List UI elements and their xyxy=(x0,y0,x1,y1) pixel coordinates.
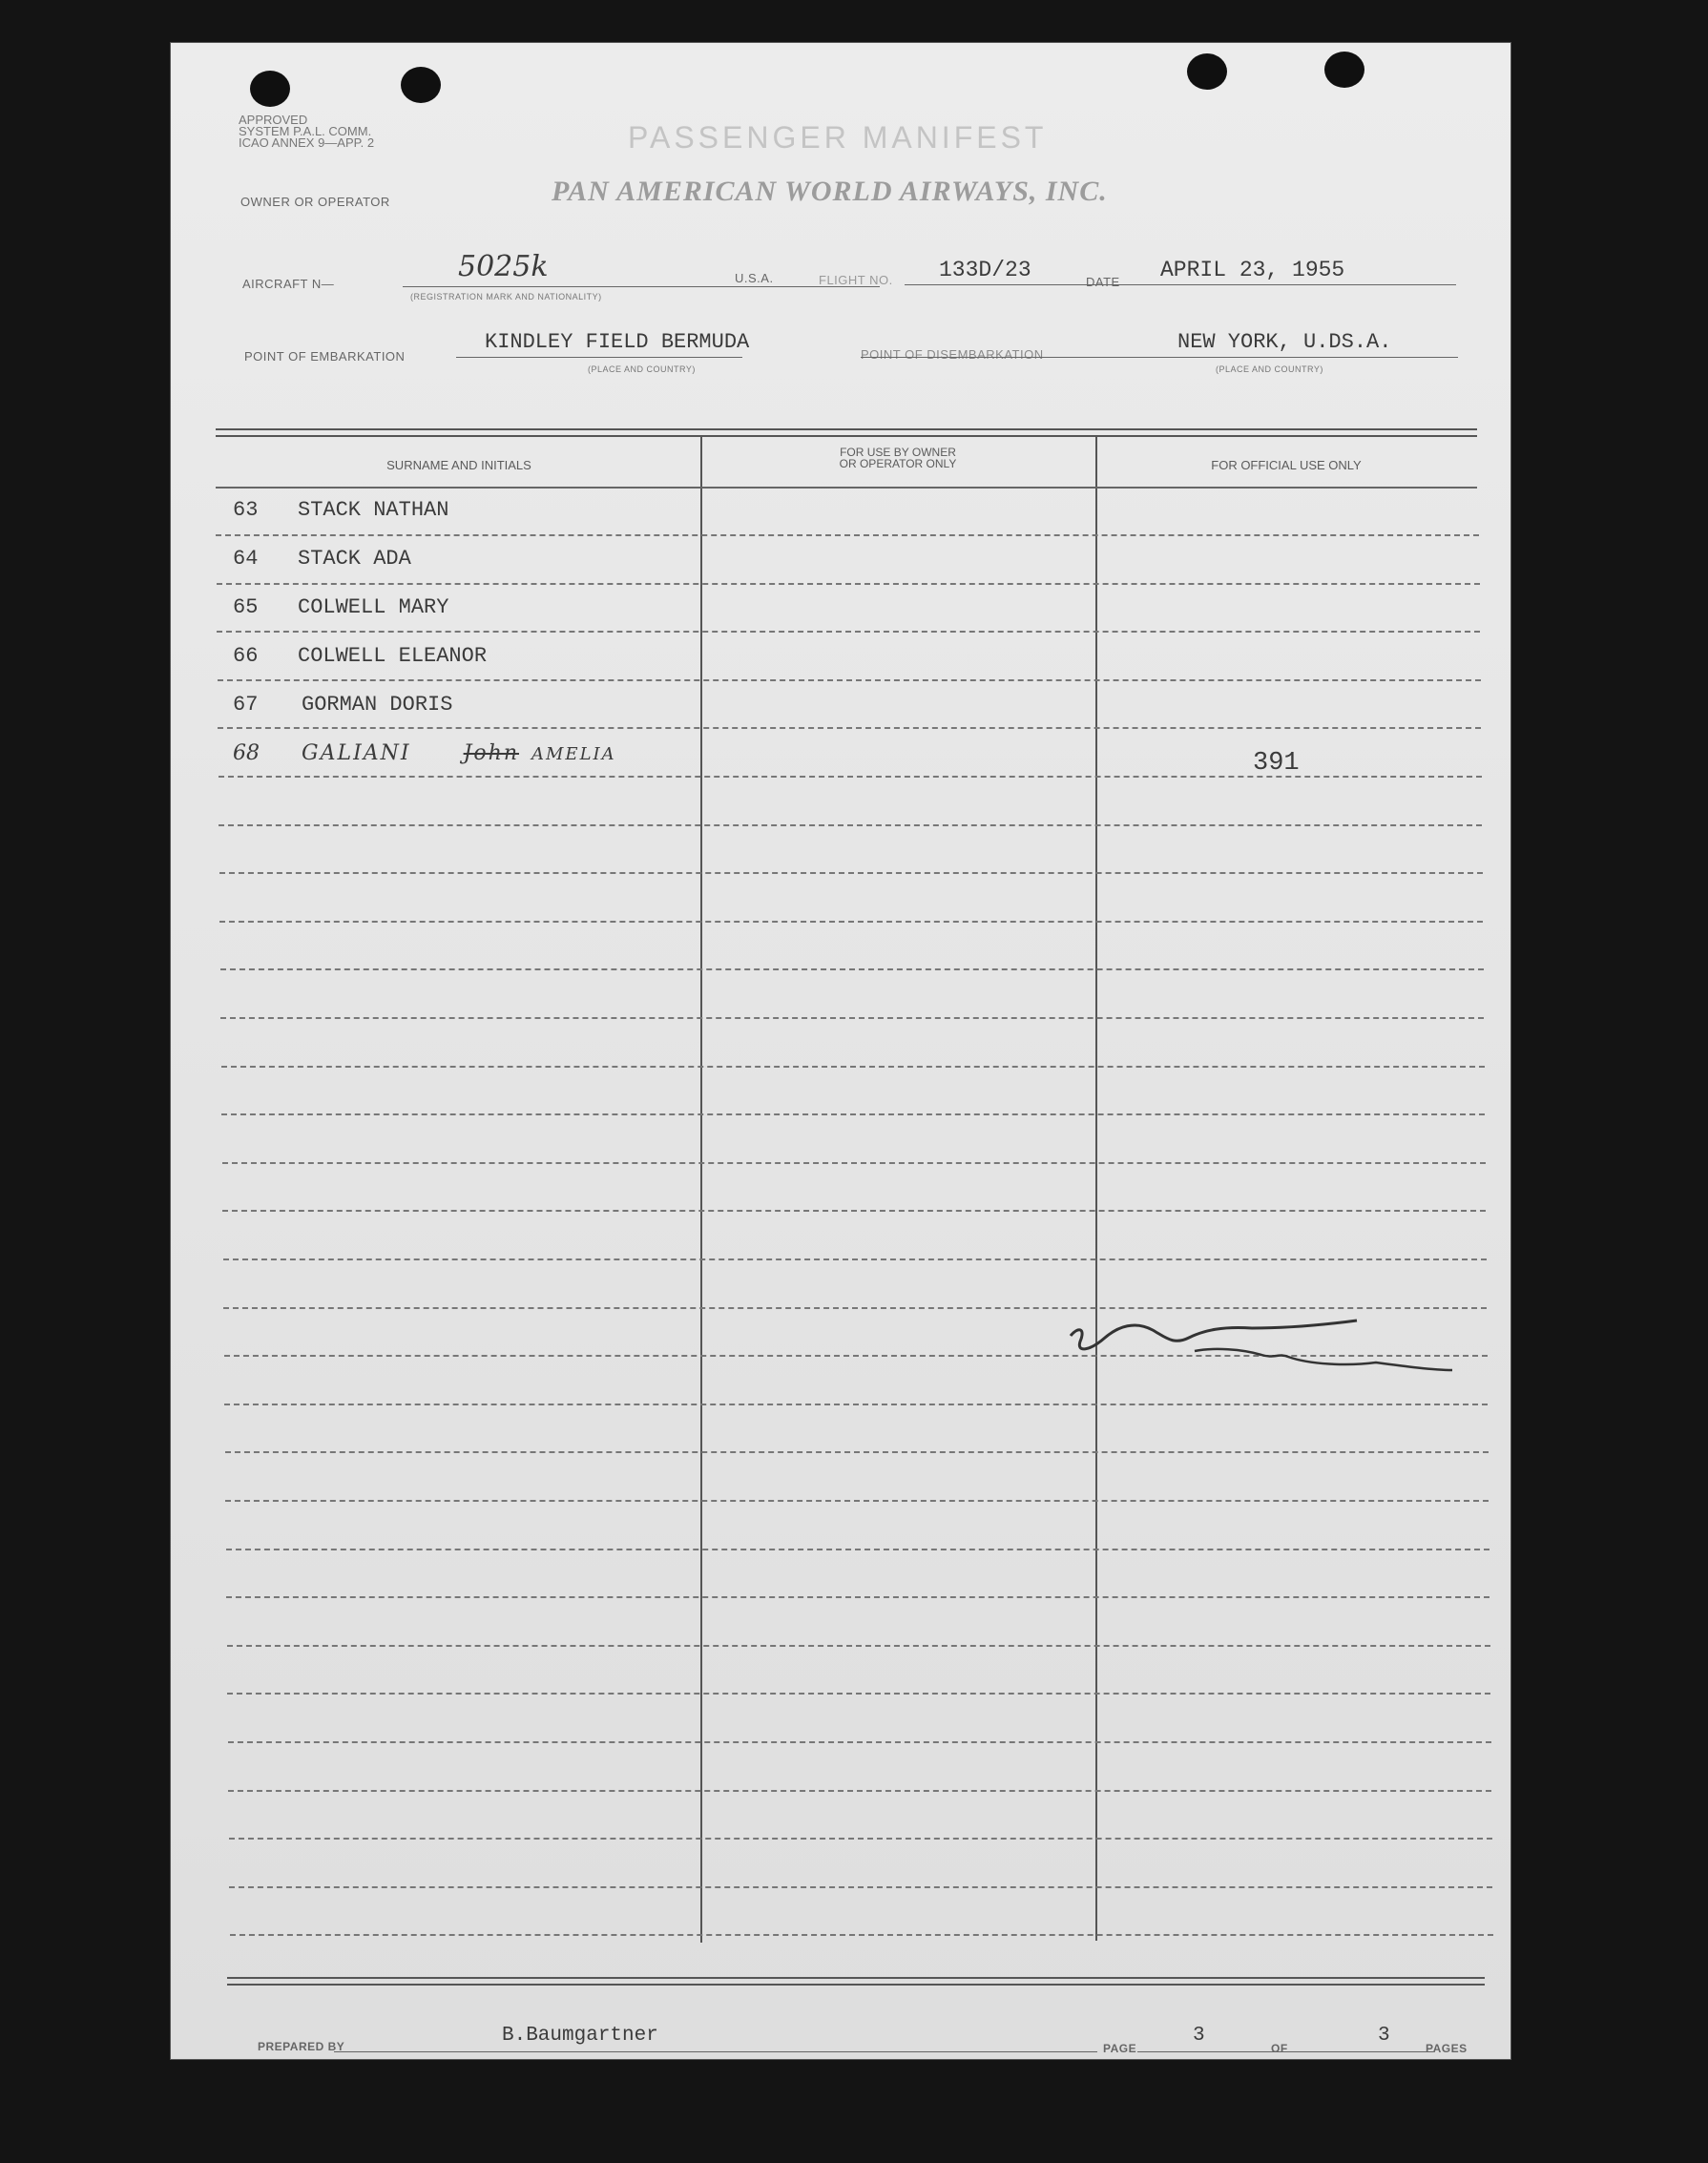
table-rule xyxy=(221,1113,1485,1115)
table-rule xyxy=(227,1693,1490,1695)
official-signature xyxy=(1061,1307,1481,1383)
passenger-given-name: AMELIA xyxy=(531,744,616,764)
table-rule xyxy=(221,1066,1485,1068)
place-country-note: (PLACE AND COUNTRY) xyxy=(1216,364,1323,374)
surname-column-header: SURNAME AND INITIALS xyxy=(386,458,531,472)
registration-note: (REGISTRATION MARK AND NATIONALITY) xyxy=(410,292,602,302)
pages-underline xyxy=(1137,2051,1433,2052)
prepared-by-name: B.Baumgartner xyxy=(502,2025,658,2047)
table-row xyxy=(170,730,1511,778)
passenger-name: STACK ADA xyxy=(298,547,411,571)
passenger-name: COLWELL MARY xyxy=(298,595,449,619)
prepared-by-underline xyxy=(334,2051,1097,2052)
table-rule xyxy=(228,1741,1491,1743)
table-rule xyxy=(225,1451,1489,1453)
table-row xyxy=(170,487,1511,534)
table-rule xyxy=(216,534,1479,536)
total-pages: 3 xyxy=(1378,2025,1390,2047)
form-id-line: SYSTEM P.A.L. COMM. xyxy=(239,124,372,138)
row-number: 67 xyxy=(233,693,259,717)
punch-hole xyxy=(401,67,441,103)
embarkation-label: POINT OF EMBARKATION xyxy=(244,349,406,364)
table-rule xyxy=(217,583,1480,585)
aircraft-label: AIRCRAFT N— xyxy=(242,277,335,291)
table-rule xyxy=(219,921,1483,923)
table-rule xyxy=(228,1790,1491,1792)
table-rule xyxy=(217,631,1480,633)
passenger-name: GORMAN DORIS xyxy=(302,693,453,717)
usa-label: U.S.A. xyxy=(735,271,774,285)
table-row xyxy=(170,633,1511,680)
struck-given-name: John xyxy=(463,741,519,765)
table-row xyxy=(170,681,1511,729)
official-column-header: FOR OFFICIAL USE ONLY xyxy=(1211,458,1362,472)
flight-number: 133D/23 xyxy=(939,258,1031,282)
table-rule xyxy=(226,1549,1489,1550)
owner-column-header xyxy=(700,447,1095,469)
table-rule xyxy=(225,1500,1489,1502)
table-rule xyxy=(219,776,1482,778)
table-rule xyxy=(218,727,1481,729)
table-rule xyxy=(229,1838,1492,1840)
disembarkation-label: POINT OF DISEMBARKATION xyxy=(861,347,1044,362)
flight-no-label: FLIGHT NO. xyxy=(819,273,893,287)
aircraft-underline xyxy=(403,286,880,287)
page-number: 3 xyxy=(1193,2025,1205,2047)
date-underline xyxy=(905,284,1456,285)
owner-operator-label: OWNER OR OPERATOR xyxy=(240,195,390,209)
airline-name: PAN AMERICAN WORLD AIRWAYS, INC. xyxy=(552,176,1108,207)
punch-hole xyxy=(1324,52,1364,88)
table-rule xyxy=(218,679,1481,681)
table-rule xyxy=(229,1886,1492,1888)
owner-header-line: OR OPERATOR ONLY xyxy=(839,457,957,470)
form-approval-note xyxy=(239,114,374,149)
disembarkation-underline xyxy=(861,357,1458,358)
row-number: 65 xyxy=(233,595,259,619)
table-rule xyxy=(219,872,1483,874)
row-number: 64 xyxy=(233,547,259,571)
form-id-line: ICAO ANNEX 9—APP. 2 xyxy=(239,135,375,150)
table-row xyxy=(170,535,1511,583)
owner-header-line: FOR USE BY OWNER xyxy=(840,446,956,459)
flight-date: APRIL 23, 1955 xyxy=(1160,258,1345,282)
table-row xyxy=(170,584,1511,632)
punch-hole xyxy=(1187,53,1227,90)
prepared-by-label: PREPARED BY xyxy=(258,2040,345,2053)
table-rule xyxy=(230,1934,1493,1936)
table-top-rule xyxy=(216,428,1477,437)
table-rule xyxy=(219,824,1482,826)
of-label: OF xyxy=(1271,2042,1288,2055)
passenger-name: COLWELL ELEANOR xyxy=(298,644,488,668)
passenger-name: STACK NATHAN xyxy=(298,498,449,522)
table-rule xyxy=(226,1596,1489,1598)
row-number: 66 xyxy=(233,644,259,668)
manifest-page xyxy=(170,42,1511,2060)
row-number: 68 xyxy=(233,741,260,765)
punch-hole xyxy=(250,71,290,107)
table-rule xyxy=(220,968,1484,970)
form-id-line: APPROVED xyxy=(239,113,308,127)
pages-label: PAGES xyxy=(1426,2042,1468,2055)
table-rule xyxy=(222,1162,1486,1164)
table-bottom-rule xyxy=(227,1977,1485,1986)
aircraft-number: 5025k xyxy=(458,250,549,283)
place-country-note: (PLACE AND COUNTRY) xyxy=(588,364,696,374)
embarkation-underline xyxy=(456,357,742,358)
passenger-surname: GALIANI xyxy=(302,741,411,765)
table-rule xyxy=(227,1645,1490,1647)
date-label: DATE xyxy=(1086,275,1120,289)
table-rule xyxy=(223,1258,1487,1260)
table-rule xyxy=(222,1210,1486,1212)
form-title: PASSENGER MANIFEST xyxy=(628,120,1048,155)
row-number: 63 xyxy=(233,498,259,522)
table-rule xyxy=(224,1404,1488,1405)
embarkation-value: KINDLEY FIELD BERMUDA xyxy=(485,330,750,354)
passenger-name xyxy=(302,741,616,765)
disembarkation-value: NEW YORK, U.DS.A. xyxy=(1177,330,1392,354)
page-label: PAGE xyxy=(1103,2042,1137,2055)
official-number: 391 xyxy=(1253,749,1300,778)
table-rule xyxy=(220,1017,1484,1019)
